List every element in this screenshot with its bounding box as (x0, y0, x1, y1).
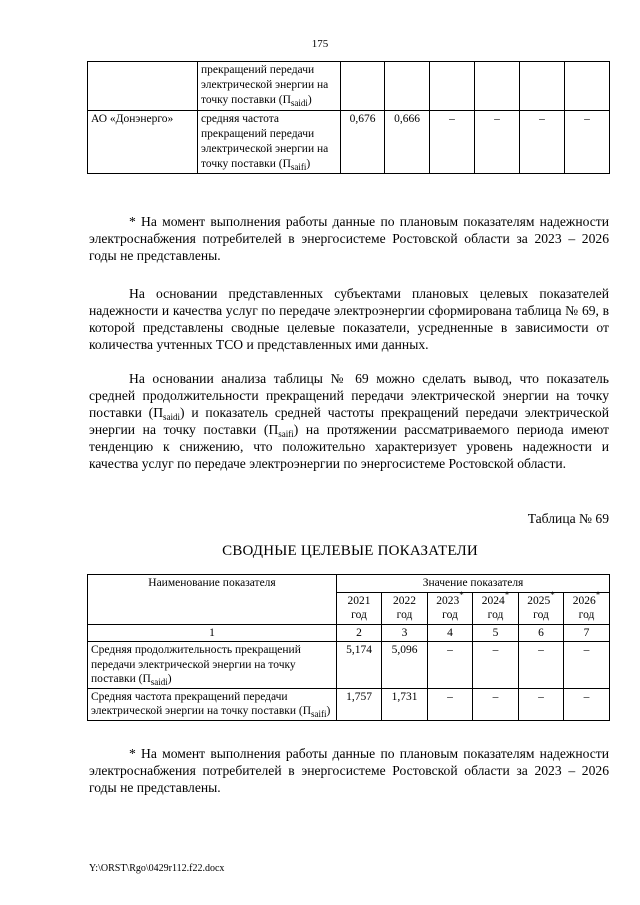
year-header: 2023* год (428, 592, 473, 624)
year-header: 2026* год (564, 592, 610, 624)
table-title: СВОДНЫЕ ЦЕЛЕВЫЕ ПОКАЗАТЕЛИ (222, 543, 478, 559)
document-path: Y:\ORST\Rgo\0429r112.f22.docx (89, 863, 225, 874)
page-number: 175 (311, 38, 329, 50)
indicator-cell: прекращений передачи электрической энергии на точку поставки $(П_{saidi})$ (198, 62, 341, 111)
header-name: Наименование показателя (88, 575, 337, 625)
indicator-name: Средняя продолжительность прекращений передачи электрической энергии на точку поставки $(П_{saidi})$ (88, 642, 337, 689)
value-2026: – (565, 110, 610, 174)
table-row: Средняя продолжительность прекращений передачи электрической энергии на точку поставки $(П_{saidi})$ 5,174 5,096 – – – – (88, 642, 610, 689)
table-label: Таблица № 69 (527, 511, 609, 526)
indicator-name: Средняя частота прекращений передачи электрической энергии на точку поставки $(П_{saifi})$ (88, 688, 337, 720)
value-2021: 0,676 (341, 110, 385, 174)
paragraph-basis: На основании представленных субъектами плановых целевых показателей надежности и качества услуг по передаче электроэнергии сформирована таблица № 69, в которой представлены сводные целевые показатели, усредненные в зависимости от количества учтенных ТСО и представленных ими данных. (89, 286, 609, 352)
continued-indicators-table (87, 61, 610, 174)
table-row (88, 62, 610, 111)
indicator-cell: средняя частота прекращений передачи электрической энергии на точку поставки $(П_{saifi})$ (198, 110, 341, 174)
table-header-row (88, 575, 610, 593)
column-number-row: 1 2 3 4 5 6 7 (88, 624, 610, 642)
org-cell (88, 62, 198, 111)
footnote-1: * На момент выполнения работы данные по плановым показателям надежности электроснабжения потребителей в энергосистеме Ростовской области за 2023 – 2026 годы не представлены. (89, 214, 609, 263)
table-row: Средняя частота прекращений передачи электрической энергии на точку поставки $(П_{saifi})$ 1,757 1,731 – – – – (88, 688, 610, 720)
table-row (88, 110, 610, 174)
value-2023: – (430, 110, 475, 174)
summary-indicators-table (87, 574, 610, 721)
year-header: 2024* год (473, 592, 519, 624)
org-cell: АО «Донэнерго» (88, 110, 198, 174)
footnote-2: * На момент выполнения работы данные по плановым показателям надежности электроснабжения потребителей в энергосистеме Ростовской области за 2023 – 2026 годы не представлены. (89, 746, 609, 795)
value-2025: – (520, 110, 565, 174)
year-header: 2025* год (519, 592, 564, 624)
value-2022: 0,666 (385, 110, 430, 174)
year-header: 2022 год (382, 592, 428, 624)
year-header: 2021 год (337, 592, 382, 624)
header-value: Значение показателя (337, 575, 610, 593)
paragraph-analysis: На основании анализа таблицы № 69 можно сделать вывод, что показатель средней продолжительности прекращений передачи электрической энергии на точку поставки $(П_{saidi})$ и показатель средней частоты прекращений передачи электрической энергии на точку поставки $(П_{saifi})$ на протяжении рассматриваемого периода имеют тенденцию к снижению, что положительно характеризует уровень надежности и качества услуг по передаче электроэнергии по энергосистеме Ростовской области. (89, 371, 610, 471)
value-2024: – (475, 110, 520, 174)
